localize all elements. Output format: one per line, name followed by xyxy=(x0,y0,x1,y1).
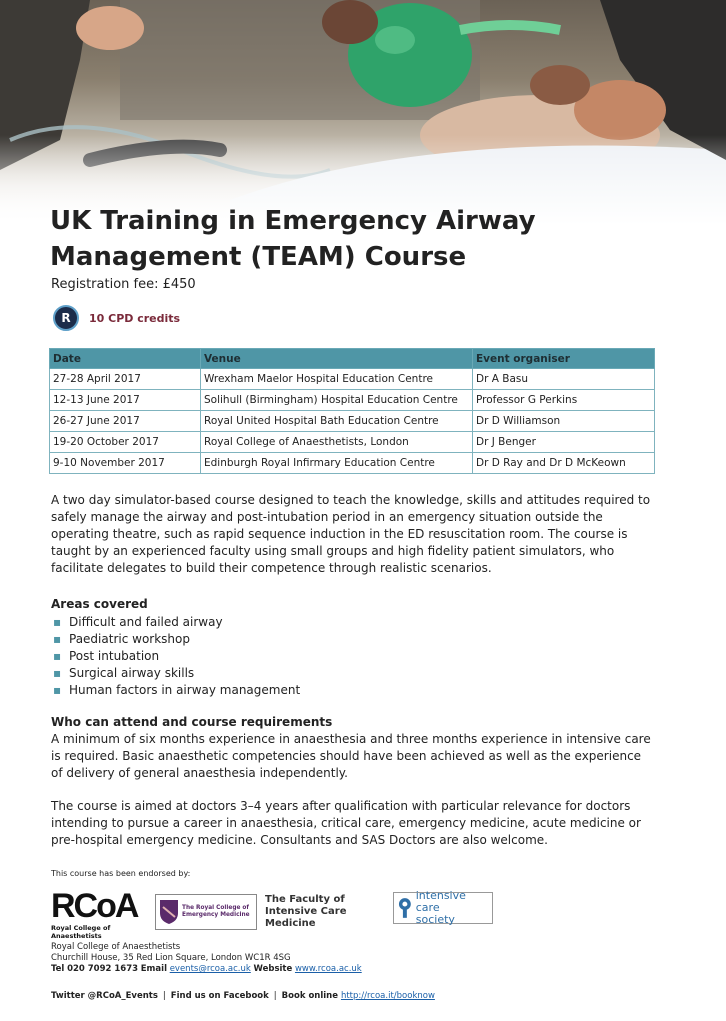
ics-mark-icon xyxy=(397,897,413,919)
table-header-row xyxy=(50,349,655,369)
areas-heading: Areas covered xyxy=(51,597,148,611)
cell-organiser: Dr A Basu xyxy=(473,369,655,390)
cell-venue: Royal College of Anaesthetists, London xyxy=(201,432,473,453)
rcem-logo xyxy=(155,894,257,930)
page-title: UK Training in Emergency Airway Management (TEAM) Course xyxy=(50,206,536,272)
table-row xyxy=(50,453,655,474)
cell-organiser: Professor G Perkins xyxy=(473,390,655,411)
tel-number: 020 7092 1673 xyxy=(67,964,139,974)
list-item: ▪ Difficult and failed airway xyxy=(51,614,300,631)
rcem-shield-icon xyxy=(159,899,179,925)
cpd-badge-icon: R xyxy=(53,305,79,331)
ics-line1: intensive care xyxy=(415,889,466,914)
cell-venue: Wrexham Maelor Hospital Education Centre xyxy=(201,369,473,390)
ficm-line1: The Faculty of xyxy=(265,894,345,905)
cell-venue: Solihull (Birmingham) Hospital Education Centre xyxy=(201,390,473,411)
endorser-logos xyxy=(51,887,511,940)
footer-links: Twitter @RCoA_Events | Find us on Facebook | Book online http://rcoa.it/booknow xyxy=(51,991,435,1001)
website-label: Website xyxy=(253,964,293,974)
audience-paragraph: The course is aimed at doctors 3–4 years after qualification with particular relevance for doctors intending to pursue a career in anaesthesia, critical care, emergency medicine, acute medicine or pre-hospital emergency medicine. Consultants and SAS Doctors are also welcome. xyxy=(51,799,641,847)
cell-venue: Edinburgh Royal Infirmary Education Centre xyxy=(201,453,473,474)
cell-date: 9-10 November 2017 xyxy=(50,453,201,474)
requirements-paragraph: A minimum of six months experience in anaesthesia and three months experience in intensive care is required. Basic anaesthetic competencies should have been achieved as well as the experience of delivery of general anaesthesia independently. xyxy=(51,732,651,780)
list-item: ▪ Post intubation xyxy=(51,648,300,665)
table-row xyxy=(50,411,655,432)
book-online-label: Book online xyxy=(281,991,338,1001)
rcem-line2: Emergency Medicine xyxy=(182,912,250,918)
cell-date: 27-28 April 2017 xyxy=(50,369,201,390)
rcoa-logo xyxy=(51,887,151,940)
table-row xyxy=(50,369,655,390)
hero-illustration xyxy=(0,0,726,225)
table-row xyxy=(50,432,655,453)
book-online-link[interactable]: http://rcoa.it/booknow xyxy=(340,991,435,1001)
email-link[interactable]: events@rcoa.ac.uk xyxy=(169,964,251,974)
cpd-label: 10 CPD credits xyxy=(89,311,181,325)
ics-line2: society xyxy=(415,913,455,926)
cell-date: 19-20 October 2017 xyxy=(50,432,201,453)
registration-fee: Registration fee: £450 xyxy=(51,277,196,292)
list-item: ▪ Surgical airway skills xyxy=(51,665,300,682)
email-label: Email xyxy=(140,964,167,974)
who-heading: Who can attend and course requirements xyxy=(51,715,333,729)
header-venue: Venue xyxy=(201,349,473,369)
rcoa-logo-subtitle: Royal College of Anaesthetists xyxy=(51,924,111,940)
list-item: ▪ Human factors in airway management xyxy=(51,682,300,699)
cell-organiser: Dr J Benger xyxy=(473,432,655,453)
twitter-link[interactable]: Twitter @RCoA_Events xyxy=(51,991,158,1001)
areas-list xyxy=(51,614,300,699)
address-org: Royal College of Anaesthetists xyxy=(51,942,181,952)
cell-date: 12-13 June 2017 xyxy=(50,390,201,411)
events-table xyxy=(49,348,655,474)
website-link[interactable]: www.rcoa.ac.uk xyxy=(294,964,362,974)
cell-date: 26-27 June 2017 xyxy=(50,411,201,432)
header-organiser: Event organiser xyxy=(473,349,655,369)
ficm-line2: Intensive Care Medicine xyxy=(265,906,347,929)
header-date: Date xyxy=(50,349,201,369)
cpd-credits xyxy=(53,303,180,333)
endorsed-label: This course has been endorsed by: xyxy=(51,869,191,878)
ics-logo xyxy=(393,889,493,926)
hero-photo xyxy=(0,0,726,225)
table-row xyxy=(50,390,655,411)
cell-venue: Royal United Hospital Bath Education Centre xyxy=(201,411,473,432)
facebook-link[interactable]: Find us on Facebook xyxy=(170,991,269,1001)
tel-label: Tel xyxy=(51,964,65,974)
ficm-logo xyxy=(265,894,385,930)
address-street: Churchill House, 35 Red Lion Square, London WC1R 4SG xyxy=(51,953,291,963)
rcoa-logo-text: RCoA xyxy=(51,887,138,925)
contact-address xyxy=(51,942,362,975)
intro-paragraph: A two day simulator-based course designed to teach the knowledge, skills and attitudes required to safely manage the airway and post-intubation period in an emergency situation outside the operating theatre, such as rapid sequence induction in the ED resuscitation room. The course is taught by an experienced faculty using small groups and high fidelity patient simulators, who facilitate delegates to build their competence through realistic scenarios. xyxy=(51,493,651,575)
cell-organiser: Dr D Ray and Dr D McKeown xyxy=(473,453,655,474)
rcem-line1: The Royal College of xyxy=(182,905,249,911)
list-item: ▪ Paediatric workshop xyxy=(51,631,300,648)
cell-organiser: Dr D Williamson xyxy=(473,411,655,432)
